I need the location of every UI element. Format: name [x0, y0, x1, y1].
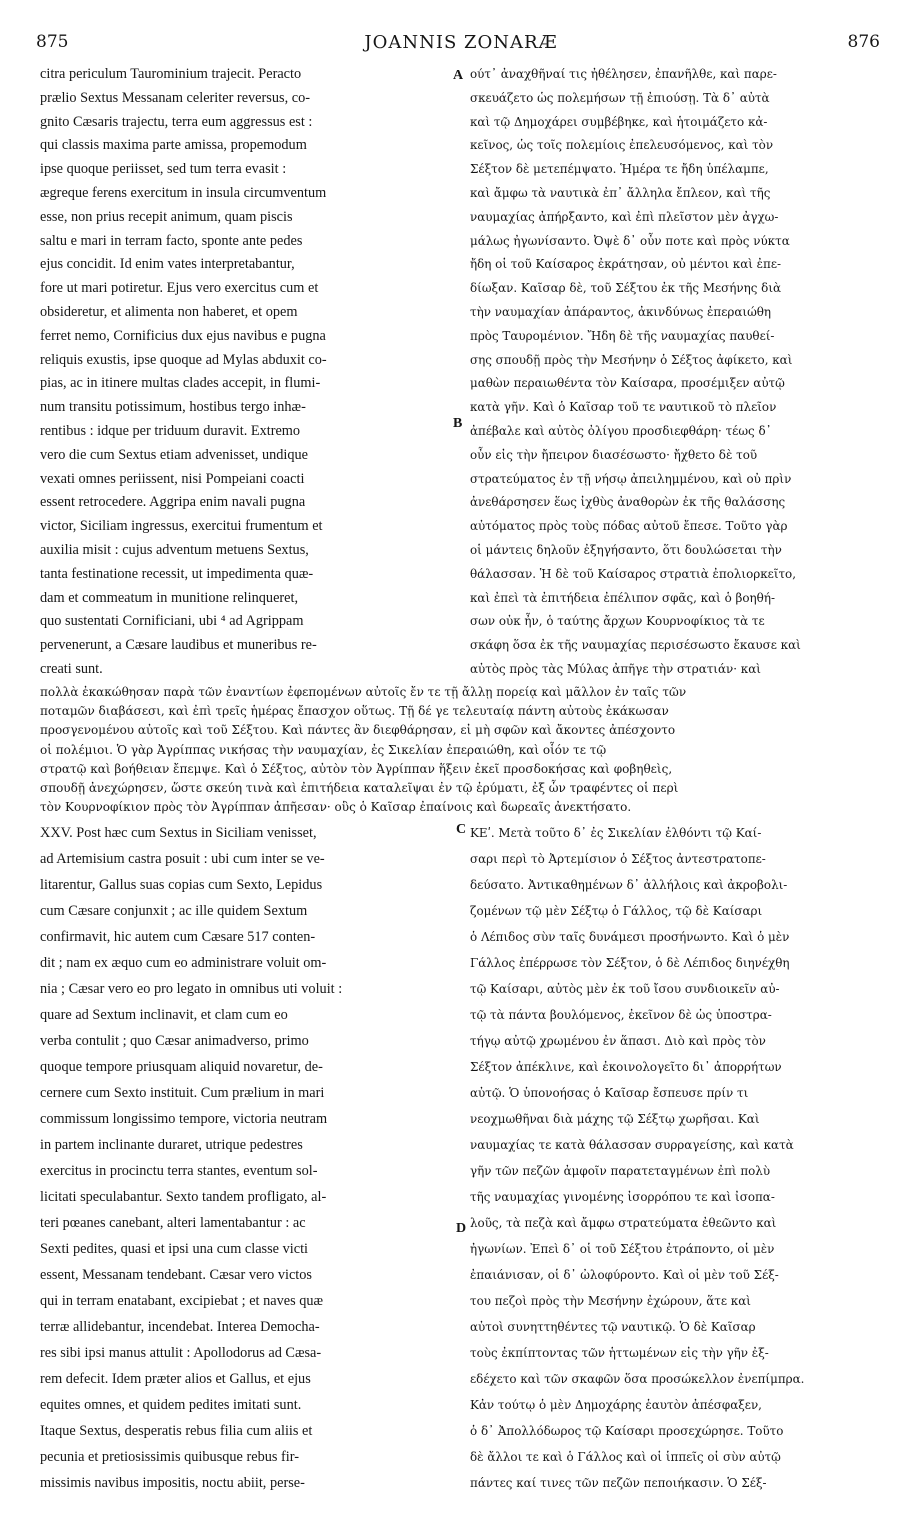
greek-text-line: αὐτῷ. Ὁ ὑπονοήσας ὁ Καῖσαρ ἔσπευσε πρίν τι [470, 1086, 749, 1100]
latin-text-line: qui in terram enatabant, excipiebat ; et naves quæ [40, 1293, 324, 1309]
greek-text-line: ἠγωνίων. Ἐπεὶ δ᾽ οἱ τοῦ Σέξτου ἐτράποντο, οἱ μὲν [470, 1242, 775, 1256]
greek-text-line: ΚΕʹ. Μετὰ τοῦτο δ᾽ ἐς Σικελίαν ἐλθόντι τῷ Καί- [470, 826, 762, 840]
greek-text-line: σης σπουδῇ πρὸς τὴν Μεσήνην ὁ Σέξτος ἀφίκετο, καὶ [470, 352, 793, 367]
latin-text-line: prælio Sextus Messanam celeriter reversus, co- [40, 89, 310, 106]
latin-text-line: victor, Siciliam ingressus, exercitui frumentum et [40, 518, 323, 535]
running-title: JOANNIS ZONARÆ [364, 32, 558, 53]
latin-text-line: saltu e mari in terram facto, sponte ante pedes [40, 232, 303, 249]
margin-marker-a: A [453, 68, 464, 83]
greek-text-line: καὶ τῷ Δημοχάρει συμβέβηκε, καὶ ἡτοιμάζετο κἀ- [470, 114, 768, 129]
greek-text-line: κατὰ γῆν. Καὶ ὁ Καῖσαρ τοῦ τε ναυτικοῦ τὸ πλεῖον [470, 400, 777, 415]
greek-text-line: λοῦς, τὰ πεζὰ καὶ ἄμφω στρατεύματα ἐθεῶντο καὶ [470, 1216, 777, 1230]
greek-text-line: του πεζοὶ πρὸς τὴν Μεσήνην ἐχώρουν, ἅτε καὶ [470, 1294, 751, 1308]
greek-text-line: τῷ τὰ πάντα βουλόμενος, ἐκεῖνον δὲ ὡς ὑποστρα- [470, 1008, 772, 1022]
latin-text-line: quare ad Sextum inclinavit, et clam cum eo [40, 1007, 288, 1023]
latin-text-line: citra periculum Taurominium trajecit. Peracto [40, 66, 302, 82]
latin-text-line: ejus concidit. Id enim vates interpretabantur, [40, 256, 295, 273]
greek-text-line: τοὺς ἐκπίπτοντας τῶν ἡττωμένων εἰς τὴν γῆν ἐξ- [470, 1346, 769, 1360]
page-number-left: 875 [36, 32, 69, 52]
latin-text-line: res sibi ipsi manus attulit : Apollodorus ad Cæsa- [40, 1345, 322, 1361]
greek-text-line: σων οὐκ ἦν, ὁ ταύτης ἄρχων Κουρνοφίκιος τὰ τε [470, 614, 765, 629]
latin-text-line: creati sunt. [40, 661, 103, 677]
greek-text-line: καὶ ἄμφω τὰ ναυτικὰ ἐπ᾽ ἄλληλα ἔπλεον, καὶ τῆς [470, 186, 771, 200]
greek-text-line: γῆν τῶν πεζῶν ἀμφοῖν παρατεταγμένων ἐπὶ πολὺ [470, 1164, 771, 1178]
greek-text-line: ναυμαχίας τε κατὰ θάλασσαν συρραγείσης, καὶ κατὰ [470, 1138, 794, 1152]
latin-text-line: confirmavit, hic autem cum Cæsare 517 conten- [40, 929, 316, 945]
latin-text-line: qui classis maxima parte amissa, propemodum [40, 137, 307, 154]
latin-text-line: XXV. Post hæc cum Sextus in Siciliam venisset, [40, 825, 317, 841]
greek-text-line: τήγῳ αὐτῷ χρωμένου ἐν ἅπασι. Διὸ καὶ πρὸς τὸν [470, 1034, 766, 1048]
greek-text-line: ούτ᾽ ἀναχθῆναί τις ἠθέλησεν, ἐπανῆλθε, καὶ παρε- [470, 67, 777, 81]
greek-text-line: Σέξτον δὲ μετεπέμψατο. Ἡμέρα τε ἤδη ὑπέλαμπε, [470, 162, 769, 177]
latin-text-line: vero die cum Sextus etiam advenisset, undique [40, 446, 309, 463]
latin-text-line: licitati speculabantur. Sexto tandem profligato, al- [40, 1189, 327, 1205]
latin-text-line: verba contulit ; quo Cæsar animadverso, primo [40, 1033, 309, 1049]
greek-text-line: ἀπέβαλε καὶ αὐτὸς ὀλίγου προσδιεφθάρη· τέως δ᾽ [470, 424, 772, 438]
latin-text-line: equites omnes, et quidem pedites imitati sunt. [40, 1397, 302, 1413]
latin-text-line: teri pœanes canebant, alteri lamentabantur : ac [40, 1215, 306, 1231]
greek-text-line: αὐτὸς πρὸς τὰς Μύλας ἀπῆγε τὴν στρατιάν· καὶ [470, 662, 761, 676]
latin-text-line: pias, ac in itinere multas clades accepit, in flumi- [40, 375, 321, 392]
latin-text-line: quoque tempore priusquam aliquid novaretur, de- [40, 1059, 323, 1075]
latin-text-line: in partem inclinante duraret, utrique pedestres [40, 1137, 303, 1153]
latin-text-line: quo sustentati Cornificiani, ubi ⁴ ad Agrippam [40, 613, 304, 630]
latin-text-line: ferret nemo, Cornificius dux ejus navibus e pugna [40, 327, 326, 344]
latin-text-line: fore ut mari potiretur. Ejus vero exercitus cum et [40, 280, 319, 297]
greek-text-line: Κἀν τούτῳ ὁ μὲν Δημοχάρης ἑαυτὸν ἀπέσφαξεν, [470, 1398, 762, 1412]
latin-text-line: ægreque ferens exercitum in insula circumventum [40, 185, 327, 201]
greek-text-line: θάλασσαν. Ἡ δὲ τοῦ Καίσαρος στρατιὰ ἐπολιορκεῖτο, [470, 566, 796, 581]
latin-text-line: pervenerunt, a Cæsare laudibus et muneribus re- [40, 637, 317, 654]
margin-marker-c: C [456, 822, 467, 837]
greek-text-line: ἐπαιάνισαν, οἱ δ᾽ ὠλοφύροντο. Καὶ οἱ μὲν τοῦ Σέξ- [470, 1268, 779, 1282]
latin-text-line: rentibus : idque per triduum duravit. Extremo [40, 423, 301, 439]
greek-full-text-line: στρατῷ καὶ βοήθειαν ἔπεμψε. Καὶ ὁ Σέξτος, αὐτὸν τὸν Ἀγρίππαν ἥξειν ἐκεῖ προσδοκήσας καὶ φοβηθεὶς, [40, 761, 673, 776]
latin-text-line: essent retrocedere. Aggripa enim navali pugna [40, 494, 306, 511]
greek-text-line: ἤδη οἱ τοῦ Καίσαρος ἐκράτησαν, οὐ μέντοι καὶ ἐπε- [470, 257, 782, 272]
greek-text-line: σαρι περὶ τὸ Ἀρτεμίσιον ὁ Σέξτος ἀντεστρατοπε- [470, 852, 766, 866]
page-number-right: 876 [847, 32, 880, 52]
greek-text-line: μαθὼν περαιωθέντα τὸν Καίσαρα, προσέμιξεν αὐτῷ [470, 376, 785, 391]
greek-text-line: αὐτοὶ συνηττηθέντες τῷ ναυτικῷ. Ὁ δὲ Καῖσαρ [470, 1320, 756, 1334]
greek-text-line: ὁ δ᾽ Ἀπολλόδωρος τῷ Καίσαρι προσεχώρησε. Τοῦτο [470, 1424, 784, 1438]
greek-text-line: νεοχμωθῆναι διὰ μάχης τῷ Σέξτῳ χωρῆσαι. Καὶ [470, 1112, 760, 1126]
latin-text-line: terræ allidebantur, incendebat. Interea Democha- [40, 1319, 320, 1335]
latin-text-line: Sexti pedites, quasi et ipsi una cum classe victi [40, 1241, 309, 1257]
greek-text-line: σκευάζετο ὡς πολεμήσων τῇ ἐπιούσῃ. Τὰ δ᾽ αὐτὰ [470, 90, 770, 105]
latin-text-line: Itaque Sextus, desperatis rebus filia cum aliis et [40, 1423, 313, 1439]
latin-text-line: litarentur, Gallus suas copias cum Sexto, Lepidus [40, 877, 323, 893]
latin-text-line: gnito Cæsaris trajectu, terra eum aggressus est : [40, 113, 313, 130]
latin-text-line: auxilia misit : cujus adventum metuens Sextus, [40, 542, 309, 558]
greek-text-line: Σέξτον ἀπέκλινε, καὶ ἐκοινολογεῖτο δι᾽ ἀπορρήτων [470, 1060, 782, 1074]
latin-text-line: tanta festinatione recessit, ut impedimenta quæ- [40, 565, 314, 582]
latin-text-line: exercitus in procinctu terra stantes, eventum sol- [40, 1163, 318, 1179]
greek-text-line: τὴν ναυμαχίαν ἀπάραντος, ἀκινδύνως ἐπεραιώθη [470, 305, 772, 319]
latin-text-line: ipse quoque periisset, sed tum terra evasit : [40, 161, 287, 178]
latin-text-line: essent, Messanam tendebant. Cæsar vero victos [40, 1267, 312, 1283]
greek-text-line: τῆς ναυμαχίας γινομένης ἰσορρόπου τε καὶ ἰσοπα- [470, 1190, 775, 1204]
latin-text-line: esse, non prius recepit animum, quam piscis [40, 208, 293, 225]
greek-text-line: δεύσατο. Ἀντικαθημένων δ᾽ ἀλλήλοις καὶ ἀκροβολι- [470, 878, 788, 892]
latin-text-line: missimis navibus impositis, noctu abiit, perse- [40, 1475, 305, 1491]
greek-text-line: εδέχετο καὶ τῶν σκαφῶν ὅσα προσώκελλον ἐνεπίμπρα. [470, 1372, 805, 1386]
latin-text-line: rem defecit. Idem præter alios et Gallus, et ejus [40, 1371, 311, 1387]
greek-full-text-line: πολλὰ ἐκακώθησαν παρὰ τῶν ἐναντίων ἐφεπομένων αὐτοῖς ἔν τε τῇ ἄλλῃ πορείᾳ καὶ μᾶλλον ἐν ταῖς τῶν [40, 685, 687, 699]
margin-marker-b: B [453, 416, 463, 431]
greek-text-line: σκάφη ὅσα ἐκ τῆς ναυμαχίας περισέσωστο ἔκαυσε καὶ [470, 638, 801, 653]
latin-text-line: num transitu potissimum, hostibus tergo inhæ- [40, 399, 306, 416]
latin-text-line: obsideretur, et alimenta non haberet, et opem [40, 304, 298, 320]
latin-text-line: dit ; nam ex æquo cum eo administrare voluit om- [40, 955, 327, 971]
greek-text-line: τῷ Καίσαρι, αὐτὸς μὲν ἐκ τοῦ ἴσου συνδιοικεῖν αὐ- [470, 982, 780, 996]
margin-marker-d: D [456, 1221, 467, 1236]
greek-full-text-line: σπουδῇ ἀνεχώρησεν, ὥστε σκεύη τινὰ καὶ ἐπιτήδεια καταλεῖψαι ἐν τῷ ἐρύματι, ἐξ ὧν τραφέντες οἱ περὶ [40, 781, 679, 795]
greek-text-line: πρὸς Ταυρομένιον. Ἤδη δὲ τῆς ναυμαχίας παυθεί- [470, 328, 775, 343]
greek-full-text-line: τὸν Κουρνοφίκιον πρὸς τὸν Ἀγρίππαν ἀπῆεσαν· οὓς ὁ Καῖσαρ ἐπαίνοις καὶ δωρεαῖς ἀνεκτήσατο. [40, 800, 632, 815]
latin-text-line: reliquis exustis, ipse quoque ad Mylas abduxit co- [40, 351, 327, 368]
page-header [0, 32, 922, 62]
greek-text-line: ζομένων τῷ μὲν Σέξτῳ ὁ Γάλλος, τῷ δὲ Καίσαρι [470, 904, 763, 918]
greek-text-line: οἱ μάντεις δηλοῦν ἐξηγήσαντο, ὅτι δουλώσεται τὴν [470, 543, 782, 557]
latin-text-line: pecunia et pretiosissimis quibusque rebus fir- [40, 1449, 299, 1465]
greek-text-line: οὖν εἰς τὴν ἤπειρον διασέσωστο· ἤχθετο δὲ τοῦ [470, 447, 758, 462]
latin-text-line: nia ; Cæsar vero eo pro legato in omnibus uti voluit : [40, 981, 343, 997]
latin-text-line: vexati omnes periissent, nisi Pompeiani coacti [40, 470, 305, 487]
greek-full-text-line: προσγενομένου αὐτοῖς καὶ τοῦ Σέξτου. Καὶ πάντες ἂν διεφθάρησαν, εἰ μὴ σφῶν καὶ ἄκοντες ἀπέσχοντο [40, 723, 676, 738]
greek-text-line: στρατεύματος ἐν τῇ νήσῳ ἀπειλημμένου, καὶ οὐ πρὶν [470, 471, 792, 486]
greek-full-text-line: ποταμῶν διαβάσεσι, καὶ ἐπὶ τρεῖς ἡμέρας ἔπασχον οὕτως. Τῇ δέ γε τελευταίᾳ πάντη αὐτοὺς ἐκάκωσαν [40, 704, 669, 719]
latin-text-line: ad Artemisium castra posuit : ubi cum inter se ve- [40, 851, 325, 867]
latin-text-line: dam et commeatum in munitione relinqueret, [40, 589, 299, 606]
greek-text-line: αὐτόματος πρὸς τοὺς πόδας αὐτοῦ ἔπεσε. Τοῦτο γὰρ [470, 519, 788, 534]
greek-text-line: δίωξαν. Καῖσαρ δὲ, τοῦ Σέξτου ἐκ τῆς Μεσήνης διὰ [470, 281, 782, 296]
greek-text-line: ναυμαχίας ἀπήρξαντο, καὶ ἐπὶ πλεῖστον μὲν ἀγχω- [470, 209, 779, 224]
greek-text-line: ἀνεθάρσησεν ἕως ἰχθὺς ἀναθορὼν ἐκ τῆς θαλάσσης [470, 495, 786, 510]
greek-text-line: μάλως ἠγωνίσαντο. Ὀψὲ δ᾽ οὖν ποτε καὶ πρὸς νύκτα [470, 233, 790, 248]
greek-text-line: πάντες καί τινες τῶν πεζῶν πεποιήκασιν. Ὁ Σέξ- [470, 1476, 767, 1490]
latin-text-line: cum Cæsare conjunxit ; ac ille quidem Sextum [40, 903, 308, 919]
latin-text-line: commissum longissimo tempore, victoria neutram [40, 1111, 328, 1127]
greek-text-line: δὲ ἄλλοι τε καὶ ὁ Γάλλος καὶ οἱ ἱππεῖς οἱ σὺν αὐτῷ [470, 1450, 781, 1464]
greek-text-line: ὁ Λέπιδος σὺν ταῖς δυνάμεσι προσήνωντο. Καὶ ὁ μὲν [470, 930, 790, 944]
greek-full-text-line: οἱ πολέμιοι. Ὁ γὰρ Ἀγρίππας νικήσας τὴν ναυμαχίαν, ἐς Σικελίαν ἐπεραιώθη, καὶ οἷόν τε τῷ [40, 742, 607, 757]
greek-text-line: κεῖνος, ὡς τοῖς πολεμίοις ἐπελευσόμενος, καὶ τὸν [470, 138, 774, 153]
greek-text-line: καὶ ἐπεὶ τὰ ἐπιτήδεια ἐπέλιπον σφᾶς, καὶ ὁ βοηθή- [470, 590, 775, 605]
latin-text-line: cernere cum Sexto instituit. Cum prælium in mari [40, 1085, 325, 1101]
greek-text-line: Γάλλος ἐπέρρωσε τὸν Σέξτον, ὁ δὲ Λέπιδος διηνέχθη [470, 956, 790, 970]
